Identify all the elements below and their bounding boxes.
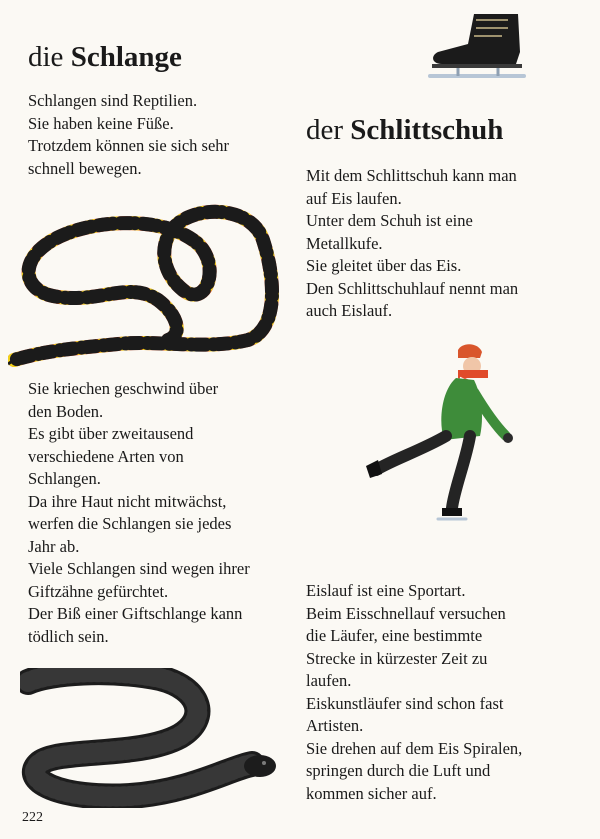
page-number: 222 bbox=[22, 810, 43, 825]
text-line: werfen die Schlangen sie jedes bbox=[28, 514, 232, 533]
text-line: Artisten. bbox=[306, 716, 364, 735]
text-line: Eislauf ist eine Sportart. bbox=[306, 581, 466, 600]
text-line: Strecke in kürzester Zeit zu bbox=[306, 648, 488, 668]
schlange-body-text bbox=[28, 378, 250, 648]
text-line: springen durch die Luft und bbox=[306, 761, 491, 780]
text-line: Sie drehen auf dem Eis Spiralen, bbox=[306, 738, 523, 758]
ice-skate-illustration bbox=[428, 12, 528, 88]
text-line: Da ihre Haut nicht mitwächst, bbox=[28, 491, 227, 511]
heading-schlittschuh bbox=[306, 115, 503, 147]
heading-schlittschuh-word: Schlittschuh bbox=[350, 114, 504, 146]
heading-schlange bbox=[28, 42, 182, 74]
text-line: Giftzähne gefürchtet. bbox=[28, 581, 169, 601]
text-line: Trotzdem können sie sich sehr bbox=[28, 136, 230, 155]
schlange-intro-text bbox=[28, 90, 229, 180]
text-line: verschiedene Arten von bbox=[28, 446, 184, 466]
text-line: Sie gleitet über das Eis. bbox=[306, 256, 462, 275]
text-line: Es gibt über zweitausend bbox=[28, 424, 194, 443]
text-line: Unter dem Schuh ist eine bbox=[306, 211, 473, 230]
text-line: tödlich sein. bbox=[28, 626, 109, 646]
text-line: Schlangen sind Reptilien. bbox=[28, 91, 198, 110]
text-line: kommen sicher auf. bbox=[306, 783, 437, 803]
text-line: Mit dem Schlittschuh kann man bbox=[306, 166, 517, 185]
schlittschuh-intro-text bbox=[306, 165, 518, 323]
heading-schlittschuh-article: der bbox=[306, 114, 344, 146]
heading-schlange-word: Schlange bbox=[70, 41, 182, 73]
text-line: Viele Schlangen sind wegen ihrer bbox=[28, 559, 250, 578]
text-line: Den Schlittschuhlauf nennt man bbox=[306, 278, 519, 298]
schlittschuh-body-text bbox=[306, 580, 522, 805]
text-line: den Boden. bbox=[28, 401, 104, 421]
black-snake-illustration bbox=[20, 668, 280, 808]
text-line: laufen. bbox=[306, 671, 352, 690]
text-line: Schlangen. bbox=[28, 469, 101, 488]
text-line: Beim Eisschnellauf versuchen bbox=[306, 603, 506, 623]
text-line: Jahr ab. bbox=[28, 536, 80, 556]
text-line: Der Biß einer Giftschlange kann bbox=[28, 604, 243, 623]
text-line: Eiskunstläufer sind schon fast bbox=[306, 693, 504, 713]
text-line: Sie kriechen geschwind über bbox=[28, 379, 219, 398]
ice-skater-illustration bbox=[362, 340, 517, 525]
coral-snake-illustration bbox=[8, 200, 283, 370]
text-line: die Läufer, eine bestimmte bbox=[306, 626, 483, 645]
text-line: Metallkufe. bbox=[306, 233, 383, 253]
heading-schlange-article: die bbox=[28, 41, 64, 73]
text-line: Sie haben keine Füße. bbox=[28, 113, 174, 133]
text-line: auf Eis laufen. bbox=[306, 188, 402, 208]
text-line: schnell bewegen. bbox=[28, 158, 142, 178]
text-line: auch Eislauf. bbox=[306, 301, 393, 320]
